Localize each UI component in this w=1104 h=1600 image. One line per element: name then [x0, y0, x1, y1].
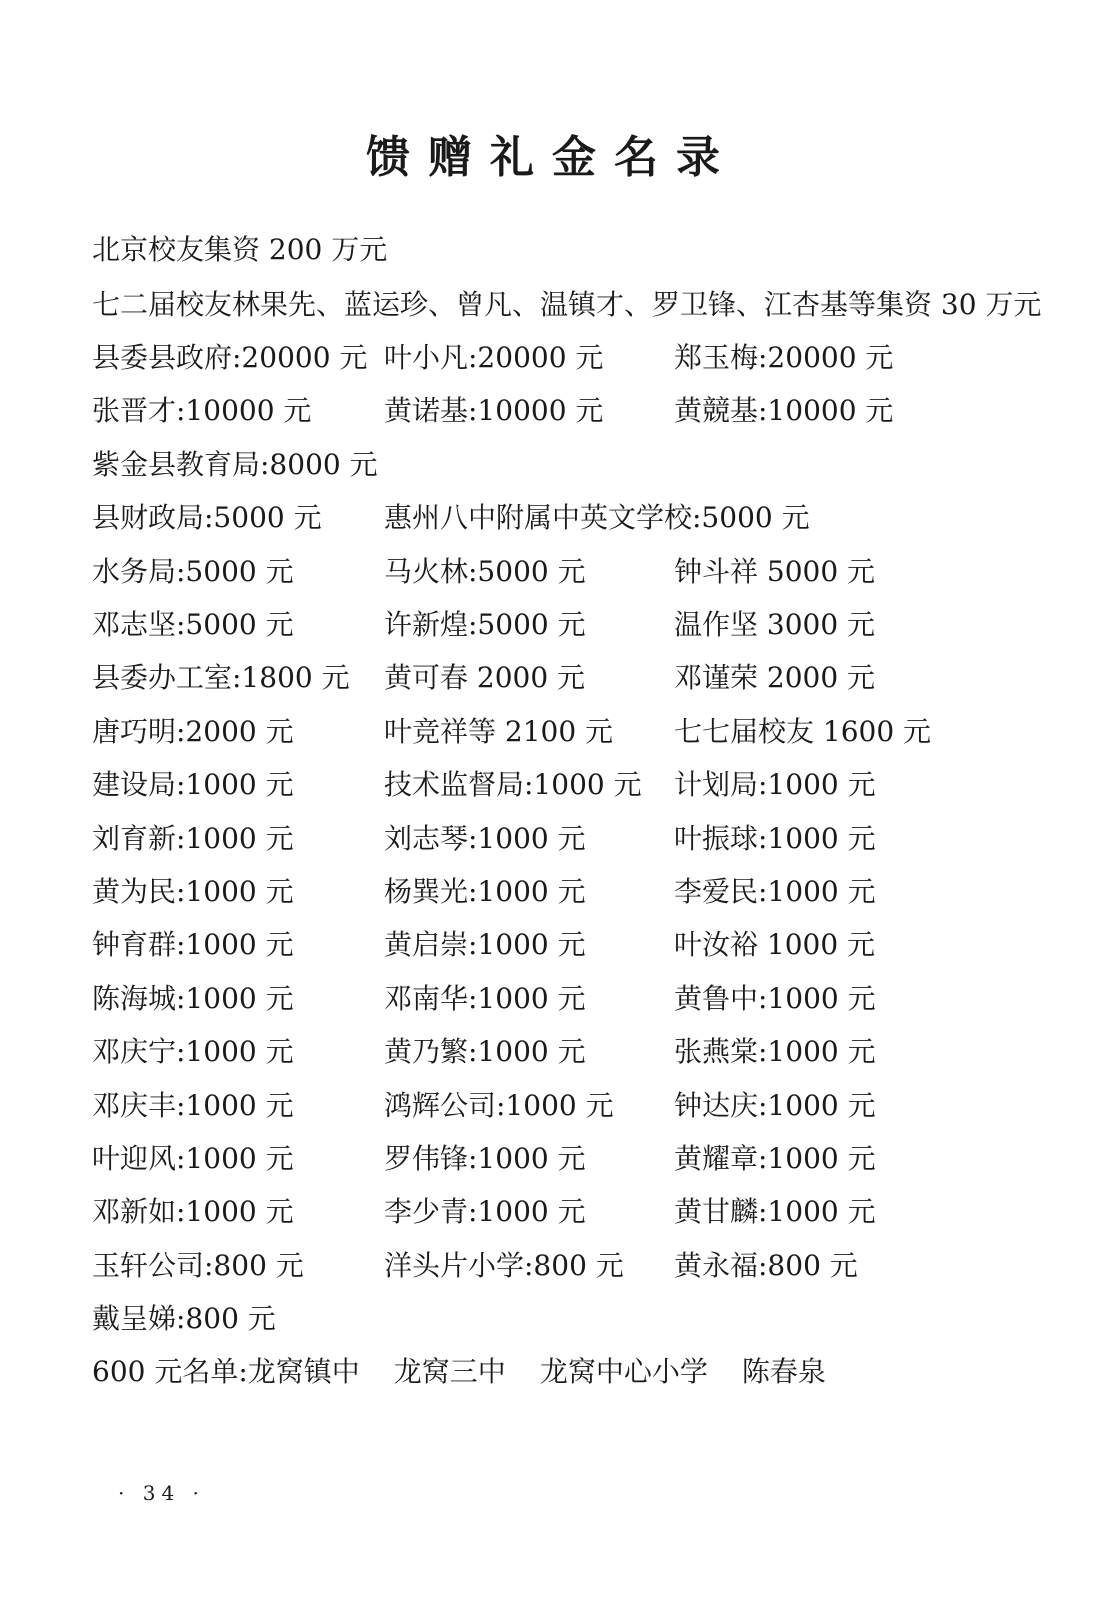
- table-row: [92, 714, 1052, 754]
- donor-entry: 县委县政府:20000 元: [92, 341, 368, 374]
- table-row: [92, 981, 1052, 1021]
- list-600-label: 600 元名单:: [92, 1355, 248, 1388]
- donor-entry: 张晋才:10000 元: [92, 394, 312, 427]
- donor-entry: 戴呈娣:800 元: [92, 1302, 276, 1335]
- donor-entry: 叶汝裕 1000 元: [674, 928, 876, 961]
- donation-line-class72: 七二届校友林果先、蓝运珍、曾凡、温镇才、罗卫锋、江杏基等集资 30 万元: [92, 288, 1042, 321]
- donor-entry: 李爱民:1000 元: [674, 875, 876, 908]
- donor-entry: 水务局:5000 元: [92, 555, 294, 588]
- donor-entry: 黄诺基:10000 元: [384, 394, 604, 427]
- list-600-name: 龙窝镇中: [247, 1355, 360, 1388]
- donor-entry: 玉轩公司:800 元: [92, 1249, 304, 1282]
- table-row: [92, 1034, 1052, 1074]
- donor-entry: 邓志坚:5000 元: [92, 608, 294, 641]
- table-row: [92, 1141, 1052, 1181]
- donor-entry: 钟育群:1000 元: [92, 928, 294, 961]
- table-row: [92, 340, 1052, 380]
- donor-entry: 陈海城:1000 元: [92, 982, 294, 1015]
- donor-entry: 惠州八中附属中英文学校:5000 元: [384, 501, 810, 534]
- list-600-name: 龙窝三中: [393, 1355, 506, 1388]
- donor-entry: 紫金县教育局:8000 元: [92, 448, 378, 481]
- table-row: [92, 554, 1052, 594]
- donor-entry: 洋头片小学:800 元: [384, 1249, 624, 1282]
- donor-entry: 黄乃繁:1000 元: [384, 1035, 586, 1068]
- donor-entry: 张燕棠:1000 元: [674, 1035, 876, 1068]
- donor-entry: 黄为民:1000 元: [92, 875, 294, 908]
- table-row: [92, 447, 1052, 487]
- table-row: [92, 927, 1052, 967]
- page-number: · 34 ·: [118, 1481, 205, 1505]
- donor-entry: 县委办工室:1800 元: [92, 661, 350, 694]
- table-row: [92, 660, 1052, 700]
- table-row: [92, 874, 1052, 914]
- donor-entry: 马火林:5000 元: [384, 555, 586, 588]
- donor-entry: 罗伟锋:1000 元: [384, 1142, 586, 1175]
- donor-entry: 叶竞祥等 2100 元: [384, 715, 614, 748]
- donor-entry: 七七届校友 1600 元: [674, 715, 932, 748]
- donor-entry: 温作坚 3000 元: [674, 608, 876, 641]
- donor-entry: 黄可春 2000 元: [384, 661, 586, 694]
- donation-line-beijing: 北京校友集资 200 万元: [92, 233, 388, 266]
- donor-entry: 邓庆丰:1000 元: [92, 1089, 294, 1122]
- donor-entry: 李少青:1000 元: [384, 1195, 586, 1228]
- table-row: [92, 1248, 1052, 1288]
- donor-entry: 邓南华:1000 元: [384, 982, 586, 1015]
- donor-entry: 钟达庆:1000 元: [674, 1089, 876, 1122]
- donor-entry: 叶振球:1000 元: [674, 822, 876, 855]
- table-row: [92, 1194, 1052, 1234]
- donor-entry: 钟斗祥 5000 元: [674, 555, 876, 588]
- table-row: [92, 607, 1052, 647]
- donor-entry: 黄耀章:1000 元: [674, 1142, 876, 1175]
- donor-entry: 唐巧明:2000 元: [92, 715, 294, 748]
- donor-entry: 黄启崇:1000 元: [384, 928, 586, 961]
- donor-entry: 建设局:1000 元: [92, 768, 294, 801]
- donor-entry: 鸿辉公司:1000 元: [384, 1089, 614, 1122]
- table-row: [92, 821, 1052, 861]
- table-row: [92, 1088, 1052, 1128]
- donor-entry: 计划局:1000 元: [674, 768, 876, 801]
- donor-entry: 杨巽光:1000 元: [384, 875, 586, 908]
- donor-entry: 邓新如:1000 元: [92, 1195, 294, 1228]
- donor-entry: 刘育新:1000 元: [92, 822, 294, 855]
- table-row: [92, 500, 1052, 540]
- donor-entry: 技术监督局:1000 元: [384, 768, 642, 801]
- donor-entry: 黄永福:800 元: [674, 1249, 858, 1282]
- donor-entry: 县财政局:5000 元: [92, 501, 322, 534]
- list-600-name: 龙窝中心小学: [539, 1355, 708, 1388]
- donor-entry: 郑玉梅:20000 元: [674, 341, 894, 374]
- donor-entry: 黄鲁中:1000 元: [674, 982, 876, 1015]
- list-600-name: 陈春泉: [741, 1355, 826, 1388]
- table-row: [92, 767, 1052, 807]
- donor-entry: 叶迎风:1000 元: [92, 1142, 294, 1175]
- donor-entry: 黄競基:10000 元: [674, 394, 894, 427]
- page-title: 馈赠礼金名录: [366, 132, 738, 183]
- table-row: [92, 393, 1052, 433]
- donor-entry: 叶小凡:20000 元: [384, 341, 604, 374]
- donor-entry: 刘志琴:1000 元: [384, 822, 586, 855]
- donor-entry: 许新煌:5000 元: [384, 608, 586, 641]
- donor-entry: 邓庆宁:1000 元: [92, 1035, 294, 1068]
- donation-line-600: [92, 1354, 826, 1390]
- table-row: [92, 1301, 1052, 1341]
- donor-entry: 邓谨荣 2000 元: [674, 661, 876, 694]
- donor-entry: 黄甘麟:1000 元: [674, 1195, 876, 1228]
